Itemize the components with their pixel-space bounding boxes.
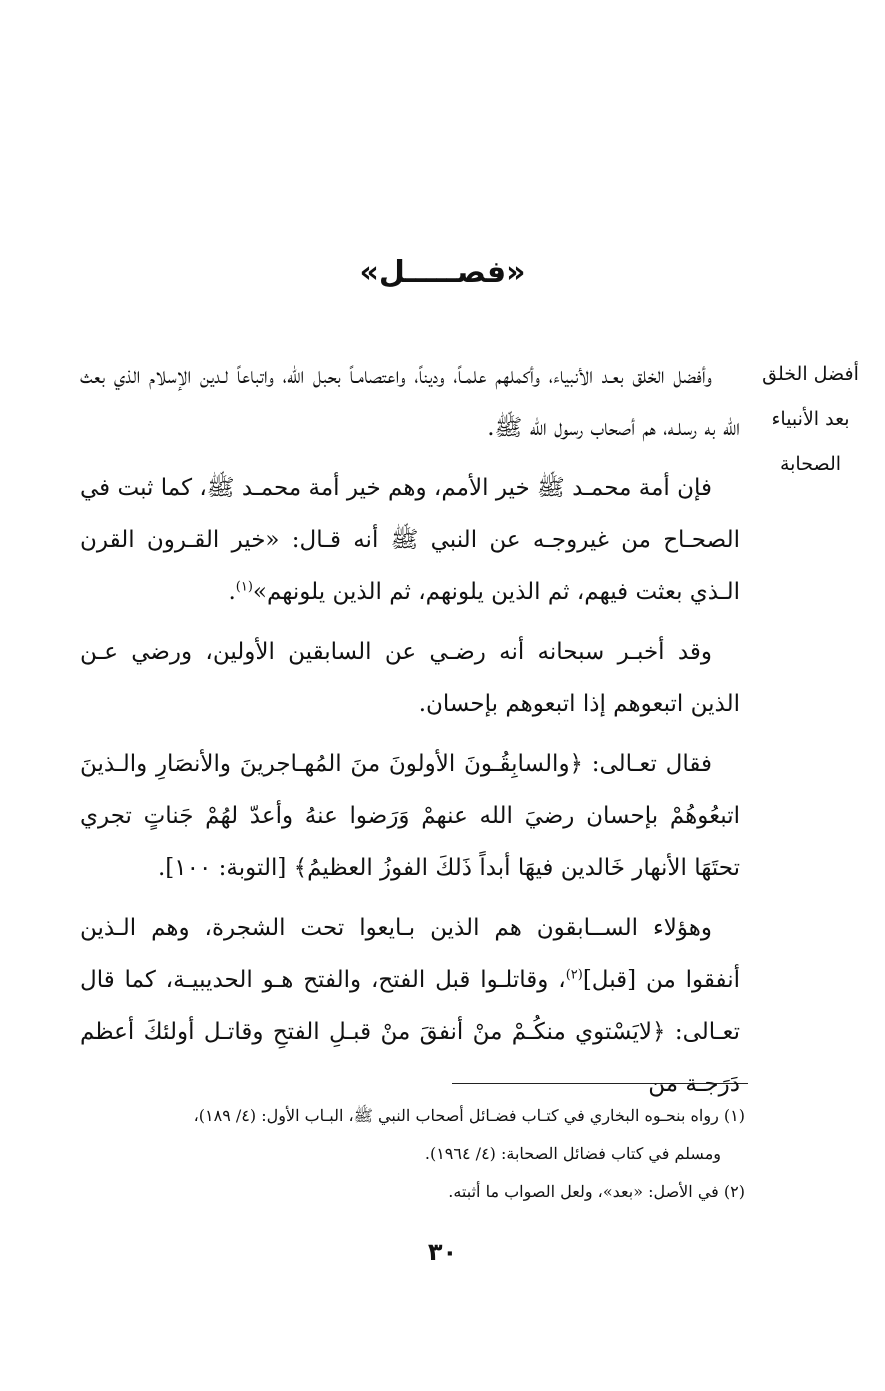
paragraph-text: ، وقاتلـوا قبل الفتح، والفتح هـو الحديبيـة، كما قال تعـالى: ﴿لايَسْتوي منكُـمْ منْ أنفقَ منْ قبـلِ الفتحِ وقاتـل أولئكَ أعظم دَرَجـة من — [80, 967, 740, 1097]
page-number: ٣٠ — [427, 1238, 458, 1266]
footnote-ref[interactable]: (٢) — [565, 967, 583, 983]
paragraph-text: وهؤلاء الســابقون هم الذين بـايعوا تحت الشجرة، وهم الـذين أنفقوا من [قبل] — [80, 915, 740, 993]
paragraph: فقال تعـالى: ﴿والسابِقُـونَ الأولونَ منَ المُهـاجرينَ والأنصَارِ والـذينَ اتبعُوهُمْ بإحسان رضيَ الله عنهمْ وَرَضوا عنهُ وأعدّ لهُمْ جَناتٍ تجري تحتَهَا الأنهار خَالدين فيهَا أبداً ذَلكَ الفوزُ العظيمُ﴾ [التوبة: ١٠٠]. — [80, 751, 740, 881]
paragraph-text: فإن أمة محمـد ﷺ خير الأمم، وهم خير أمة محمـد ﷺ، كما ثبت في الصحـاح من غيروجـه عن النبي ﷺ أنه قـال: «خير القـرون القرن الـذي بعثت فيهم، ثم الذين يلونهم، ثم الذين يلونهم» — [80, 475, 740, 605]
footnote-text: رواه بنحـوه البخاري في كتـاب فضـائل أصحاب النبي ﷺ، البـاب الأول: (٤/ ١٨٩)، — [193, 1106, 719, 1125]
paragraph: وأفضل الخلق بعـد الأنبياء، وأكملهم علمـاً، وديناً، واعتصامـاً بحبل الله، واتباعاً لـدين الإسلام الذي بعث الله به رسلـه، هم أصحاب رسول الله ﷺ. — [80, 363, 740, 441]
footnotes — [80, 1097, 745, 1211]
paragraph: فإن أمة محمـد ﷺ خير الأمم، وهم خير أمة محمـد ﷺ، كما ثبت في الصحـاح من غيروجـه عن النبي ﷺ أنه قـال: «خير القـرون القرن الـذي بعثت فيهم، ثم الذين يلونهم، ثم الذين يلونهم»$^{(١)}$. — [80, 475, 740, 605]
footnote-number: (١) — [723, 1106, 745, 1125]
footnote-ref[interactable]: (١) — [235, 579, 253, 595]
footnote-divider — [452, 1083, 748, 1084]
footnote-continuation: ومسلم في كتاب فضائل الصحابة: (٤/ ١٩٦٤). — [424, 1144, 721, 1163]
footnote-number: (٢) — [723, 1182, 745, 1201]
margin-note-line: أفضل الخلق — [762, 363, 859, 385]
margin-note-line: الصحابة — [779, 453, 842, 475]
paragraph: وقد أخبـر سبحانه أنه رضـي عن السابقين الأولين، ورضي عـن الذين اتبعوهم إذا اتبعوهم بإحسان. — [80, 639, 740, 717]
footnote-text: في الأصل: «بعد»، ولعل الصواب ما أثبته. — [448, 1182, 719, 1201]
footnote — [80, 1173, 745, 1211]
paragraph — [80, 902, 740, 1110]
section-title: «فصـــــل» — [359, 255, 526, 290]
margin-note — [758, 352, 863, 487]
body-text — [80, 350, 740, 1118]
footnote — [80, 1097, 745, 1135]
margin-note-line: بعد الأنبياء — [771, 408, 850, 430]
